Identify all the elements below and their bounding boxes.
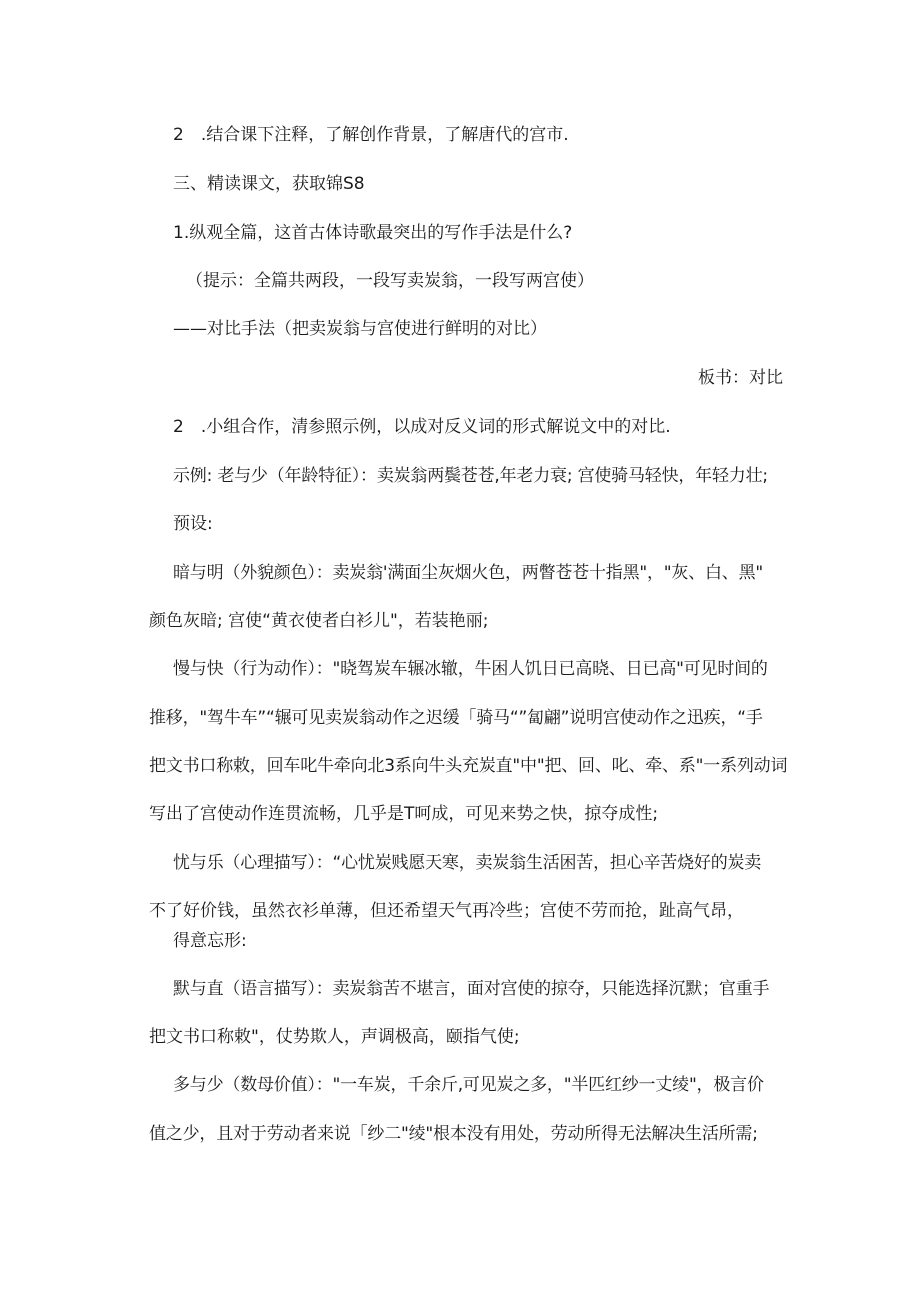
paragraph-line: 得意忘形: [173,931,247,951]
paragraph-line: 颜色灰暗; 宫使“黄衣使者白衫儿"，若装艳丽; [149,611,489,631]
paragraph-line: 推移，"驾牛车”“辗可见卖炭翁动作之迟缓「骑马“”匐翩”说明宫使动作之迅疾，“手 [149,708,763,728]
paragraph-line: 写出了宫使动作连贯流畅，几乎是T呵成，可见来势之快，掠夺成性; [149,804,659,824]
paragraph-line: 不了好价钱，虽然衣衫单薄，但还希望天气再冷些；宫使不劳而抢，趾高气昂， [149,901,744,921]
text-line: 2 .结合课下注释，了解创作背景，了解唐代的宫市. [173,125,569,145]
paragraph-line: 多与少（数母价值）："一车炭，千余斤,可见炭之多，"半匹红纱一丈绫"，极言价 [173,1075,764,1095]
paragraph-line: 把文书口称敕，回车叱牛牵向北3系向牛头充炭直"中"把、回、叱、牵、系"一系列动词 [149,756,788,776]
paragraph-line: 忧与乐（心理描写）：“心忧炭贱愿天寒，卖炭翁生活困苦，担心辛苦烧好的炭卖 [173,853,762,873]
example-text: 示例: 老与少（年龄特征）：卖炭翁两鬓苍苍,年老力衰; 宫使骑马轻快，年轻力壮; [173,466,768,486]
question-2: 2 .小组合作，清参照示例，以成对反义词的形式解说文中的对比. [173,417,671,437]
board-note: 板书：对比 [698,368,783,388]
paragraph-line: 暗与明（外貌颜色）：卖炭翁'满面尘灰烟火色，两瞥苍苍十指黑"，"灰、白、黑" [173,563,764,583]
section-heading: 三、精读课文，获取锦S8 [173,174,365,194]
paragraph-line: 慢与快（行为动作）："晓驾炭车辗冰辙，牛困人饥日已高晓、日已高"可见时间的 [173,659,768,679]
paragraph-line: 把文书口称敕"，仗势欺人，声调极高，颐指气使; [149,1027,520,1047]
answer-text: ——对比手法（把卖炭翁与宫使进行鲜明的对比） [173,319,547,339]
paragraph-line: 默与直（语言描写）：卖炭翁苦不堪言，面对宫使的掠夺，只能选择沉默；官重手 [173,979,770,999]
hint-text: （提示：全篇共两段，一段写卖炭翁，一段写两宫使） [186,271,594,291]
preset-label: 预设: [173,514,213,534]
paragraph-line: 值之少，且对于劳动者来说「纱二"绫"根本没有用处，劳动所得无法解决生活所需; [149,1124,758,1144]
question-1: 1.纵观全篇，这首古体诗歌最突出的写作手法是什么? [173,223,573,243]
